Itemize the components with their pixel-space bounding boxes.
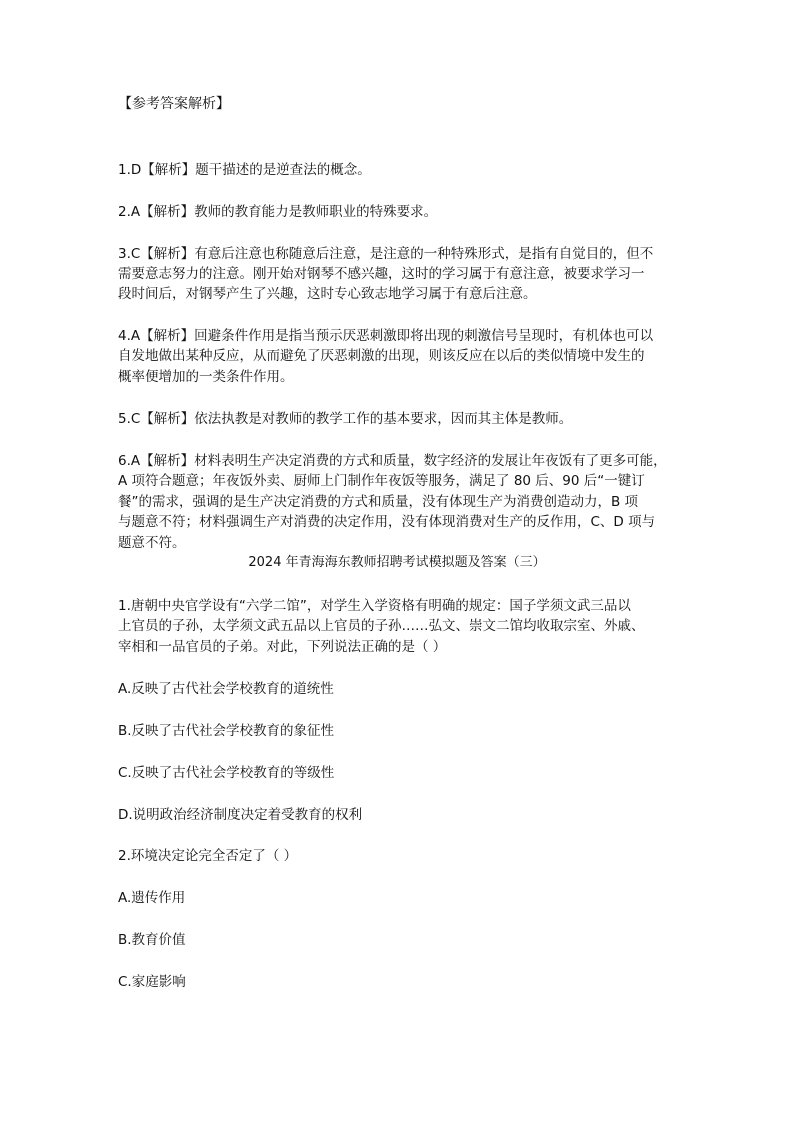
answer-3-line-1: 3.C【解析】有意后注意也称随意后注意，是注意的一种特殊形式，是指有自觉目的，但不 bbox=[118, 246, 654, 262]
question-1-option-d: D.说明政治经济制度决定着受教育的权利 bbox=[118, 807, 363, 823]
answer-6-line-3: 餐”的需求，强调的是生产决定消费的方式和质量，没有体现生产为消费创造动力，B 项 bbox=[118, 494, 639, 510]
question-2-option-b: B.教育价值 bbox=[118, 932, 186, 948]
answer-3-line-2: 需要意志努力的注意。刚开始对钢琴不感兴趣，这时的学习属于有意注意，被要求学习一 bbox=[118, 266, 645, 282]
answer-4-line-3: 概率便增加的一类条件作用。 bbox=[118, 369, 294, 385]
question-1-option-c: C.反映了古代社会学校教育的等级性 bbox=[118, 765, 335, 781]
question-1-line-3: 宰相和一品官员的子弟。对此，下列说法正确的是（ ） bbox=[118, 639, 447, 655]
question-1-line-1: 1.唐朝中央官学设有“六学二馆”，对学生入学资格有明确的规定：国子学须文武三品以 bbox=[118, 598, 631, 614]
section-title: 2024 年青海海东教师招聘考试模拟题及答案（三） bbox=[248, 555, 546, 570]
question-2-option-c: C.家庭影响 bbox=[118, 974, 186, 990]
answer-6-line-1: 6.A【解析】材料表明生产决定消费的方式和质量，数字经济的发展让年夜饭有了更多可能， bbox=[118, 453, 667, 469]
answer-6-line-4: 与题意不符；材料强调生产对消费的决定作用，没有体现消费对生产的反作用，C、D 项与 bbox=[118, 514, 656, 530]
answer-2: 2.A【解析】教师的教育能力是教师职业的特殊要求。 bbox=[118, 204, 438, 220]
answer-5: 5.C【解析】依法执教是对教师的教学工作的基本要求，因而其主体是教师。 bbox=[118, 411, 573, 427]
answer-4-line-1: 4.A【解析】回避条件作用是指当预示厌恶刺激即将出现的刺激信号呈现时，有机体也可以 bbox=[118, 328, 654, 344]
question-1-option-b: B.反映了古代社会学校教育的象征性 bbox=[118, 723, 335, 739]
answer-6-line-2: A 项符合题意；年夜饭外卖、厨师上门制作年夜饭等服务，满足了 80 后、90 后“一键订 bbox=[118, 473, 645, 489]
question-1-line-2: 上官员的子孙，太学须文武五品以上官员的子孙……弘文、崇文二馆均收取宗室、外戚、 bbox=[118, 618, 645, 634]
question-2-line-1: 2.环境决定论完全否定了（ ） bbox=[118, 848, 298, 864]
question-2-option-a: A.遗传作用 bbox=[118, 890, 186, 906]
answer-3-line-3: 段时间后，对钢琴产生了兴趣，这时专心致志地学习属于有意后注意。 bbox=[118, 286, 537, 302]
answer-6-line-5: 题意不符。 bbox=[118, 535, 186, 551]
question-1-option-a: A.反映了古代社会学校教育的道统性 bbox=[118, 681, 334, 697]
answer-4-line-2: 自发地做出某种反应，从而避免了厌恶刺激的出现，则该反应在以后的类似情境中发生的 bbox=[118, 348, 645, 364]
answer-section-heading: 【参考答案解析】 bbox=[118, 96, 230, 112]
answer-1: 1.D【解析】题干描述的是逆查法的概念。 bbox=[118, 162, 371, 178]
